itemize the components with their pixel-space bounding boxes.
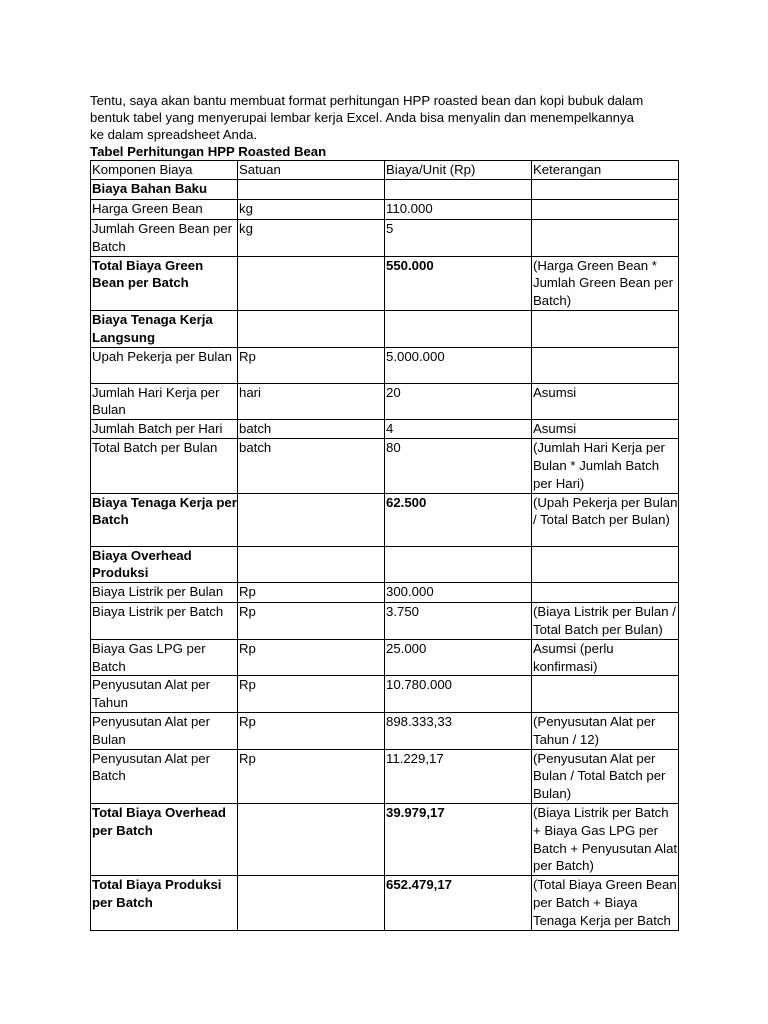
table-cell: Asumsi — [532, 420, 679, 439]
document-page — [90, 92, 680, 931]
header-cell: Komponen Biaya — [91, 161, 238, 180]
table-cell: (Penyusutan Alat per Tahun / 12) — [532, 712, 679, 749]
table-row — [91, 676, 679, 713]
table-cell — [238, 180, 385, 200]
table-cell: 4 — [385, 420, 532, 439]
table-row — [91, 220, 679, 257]
table-row — [91, 310, 679, 347]
table-cell: 10.780.000 — [385, 676, 532, 713]
table-cell — [532, 676, 679, 713]
table-cell: 5 — [385, 220, 532, 257]
table-cell: Biaya Listrik per Bulan — [91, 583, 238, 603]
table-row — [91, 803, 679, 875]
section-heading-cell: Biaya Overhead Produksi — [91, 546, 238, 583]
table-cell: batch — [238, 439, 385, 493]
table-row — [91, 876, 679, 930]
table-cell — [532, 583, 679, 603]
intro-line-1: Tentu, saya akan bantu membuat format perhitungan HPP roasted bean dan kopi bubuk dalam — [90, 93, 644, 108]
table-cell: Rp — [238, 639, 385, 676]
table-cell: Rp — [238, 603, 385, 640]
table-cell — [532, 347, 679, 383]
table-cell: hari — [238, 383, 385, 420]
total-label-cell: Total Biaya Overhead per Batch — [91, 803, 238, 875]
table-cell — [238, 493, 385, 546]
table-cell: 300.000 — [385, 583, 532, 603]
table-cell: Penyusutan Alat per Batch — [91, 749, 238, 803]
table-cell — [532, 220, 679, 257]
total-label-cell: Total Biaya Green Bean per Batch — [91, 256, 238, 310]
table-cell: 80 — [385, 439, 532, 493]
table-row — [91, 347, 679, 383]
table-cell — [532, 310, 679, 347]
table-row — [91, 712, 679, 749]
table-cell — [532, 180, 679, 200]
table-cell: kg — [238, 200, 385, 220]
header-cell: Biaya/Unit (Rp) — [385, 161, 532, 180]
table-cell: Rp — [238, 583, 385, 603]
table-row — [91, 420, 679, 439]
table-cell — [385, 180, 532, 200]
table-cell: (Biaya Listrik per Batch + Biaya Gas LPG per Batch + Penyusutan Alat per Batch) — [532, 803, 679, 875]
table-cell: Total Batch per Bulan — [91, 439, 238, 493]
total-value-cell: 62.500 — [385, 493, 532, 546]
table-cell: Asumsi — [532, 383, 679, 420]
table-cell: Rp — [238, 676, 385, 713]
intro-line-3: ke dalam spreadsheet Anda. — [90, 127, 258, 142]
table-row — [91, 639, 679, 676]
table-cell: Harga Green Bean — [91, 200, 238, 220]
table-cell — [532, 546, 679, 583]
table-cell: Rp — [238, 347, 385, 383]
table-cell — [532, 200, 679, 220]
total-label-cell: Biaya Tenaga Kerja per Batch — [91, 493, 238, 546]
total-value-cell: 652.479,17 — [385, 876, 532, 930]
table-cell: Asumsi (perlu konfirmasi) — [532, 639, 679, 676]
table-cell: Biaya Listrik per Batch — [91, 603, 238, 640]
table-row — [91, 603, 679, 640]
table-cell: 3.750 — [385, 603, 532, 640]
header-cell: Satuan — [238, 161, 385, 180]
table-row — [91, 383, 679, 420]
table-row — [91, 256, 679, 310]
table-header-row — [91, 161, 679, 180]
table-cell: 25.000 — [385, 639, 532, 676]
table-cell: (Jumlah Hari Kerja per Bulan * Jumlah Batch per Hari) — [532, 439, 679, 493]
table-cell — [385, 546, 532, 583]
table-cell: batch — [238, 420, 385, 439]
table-cell: Jumlah Batch per Hari — [91, 420, 238, 439]
total-label-cell: Total Biaya Produksi per Batch — [91, 876, 238, 930]
table-row — [91, 200, 679, 220]
table-row — [91, 749, 679, 803]
intro-paragraph — [90, 92, 680, 143]
hpp-table — [90, 160, 679, 931]
section-heading-cell: Biaya Tenaga Kerja Langsung — [91, 310, 238, 347]
table-row — [91, 439, 679, 493]
table-cell: (Biaya Listrik per Bulan / Total Batch per Bulan) — [532, 603, 679, 640]
total-value-cell: 550.000 — [385, 256, 532, 310]
table-cell: Biaya Gas LPG per Batch — [91, 639, 238, 676]
table-title: Tabel Perhitungan HPP Roasted Bean — [90, 144, 327, 159]
table-cell: Penyusutan Alat per Bulan — [91, 712, 238, 749]
table-cell: Rp — [238, 749, 385, 803]
table-cell — [238, 876, 385, 930]
header-cell: Keterangan — [532, 161, 679, 180]
table-cell — [238, 256, 385, 310]
table-cell: kg — [238, 220, 385, 257]
table-cell: 110.000 — [385, 200, 532, 220]
table-cell — [385, 310, 532, 347]
intro-line-2: bentuk tabel yang menyerupai lembar kerja Excel. Anda bisa menyalin dan menempelkannya — [90, 110, 634, 125]
table-cell: Upah Pekerja per Bulan — [91, 347, 238, 383]
table-cell: 20 — [385, 383, 532, 420]
table-row — [91, 180, 679, 200]
total-value-cell: 39.979,17 — [385, 803, 532, 875]
table-cell — [238, 803, 385, 875]
table-cell: 5.000.000 — [385, 347, 532, 383]
table-row — [91, 493, 679, 546]
table-cell: Rp — [238, 712, 385, 749]
table-cell: (Upah Pekerja per Bulan / Total Batch per Bulan) — [532, 493, 679, 546]
table-row — [91, 583, 679, 603]
table-cell: 11.229,17 — [385, 749, 532, 803]
table-cell: (Total Biaya Green Bean per Batch + Biaya Tenaga Kerja per Batch — [532, 876, 679, 930]
table-cell — [238, 310, 385, 347]
section-heading-cell: Biaya Bahan Baku — [91, 180, 238, 200]
table-cell: 898.333,33 — [385, 712, 532, 749]
table-row — [91, 546, 679, 583]
table-cell: Jumlah Green Bean per Batch — [91, 220, 238, 257]
table-cell: (Penyusutan Alat per Bulan / Total Batch per Bulan) — [532, 749, 679, 803]
table-cell: Penyusutan Alat per Tahun — [91, 676, 238, 713]
table-cell: (Harga Green Bean * Jumlah Green Bean per Batch) — [532, 256, 679, 310]
table-cell — [238, 546, 385, 583]
table-cell: Jumlah Hari Kerja per Bulan — [91, 383, 238, 420]
